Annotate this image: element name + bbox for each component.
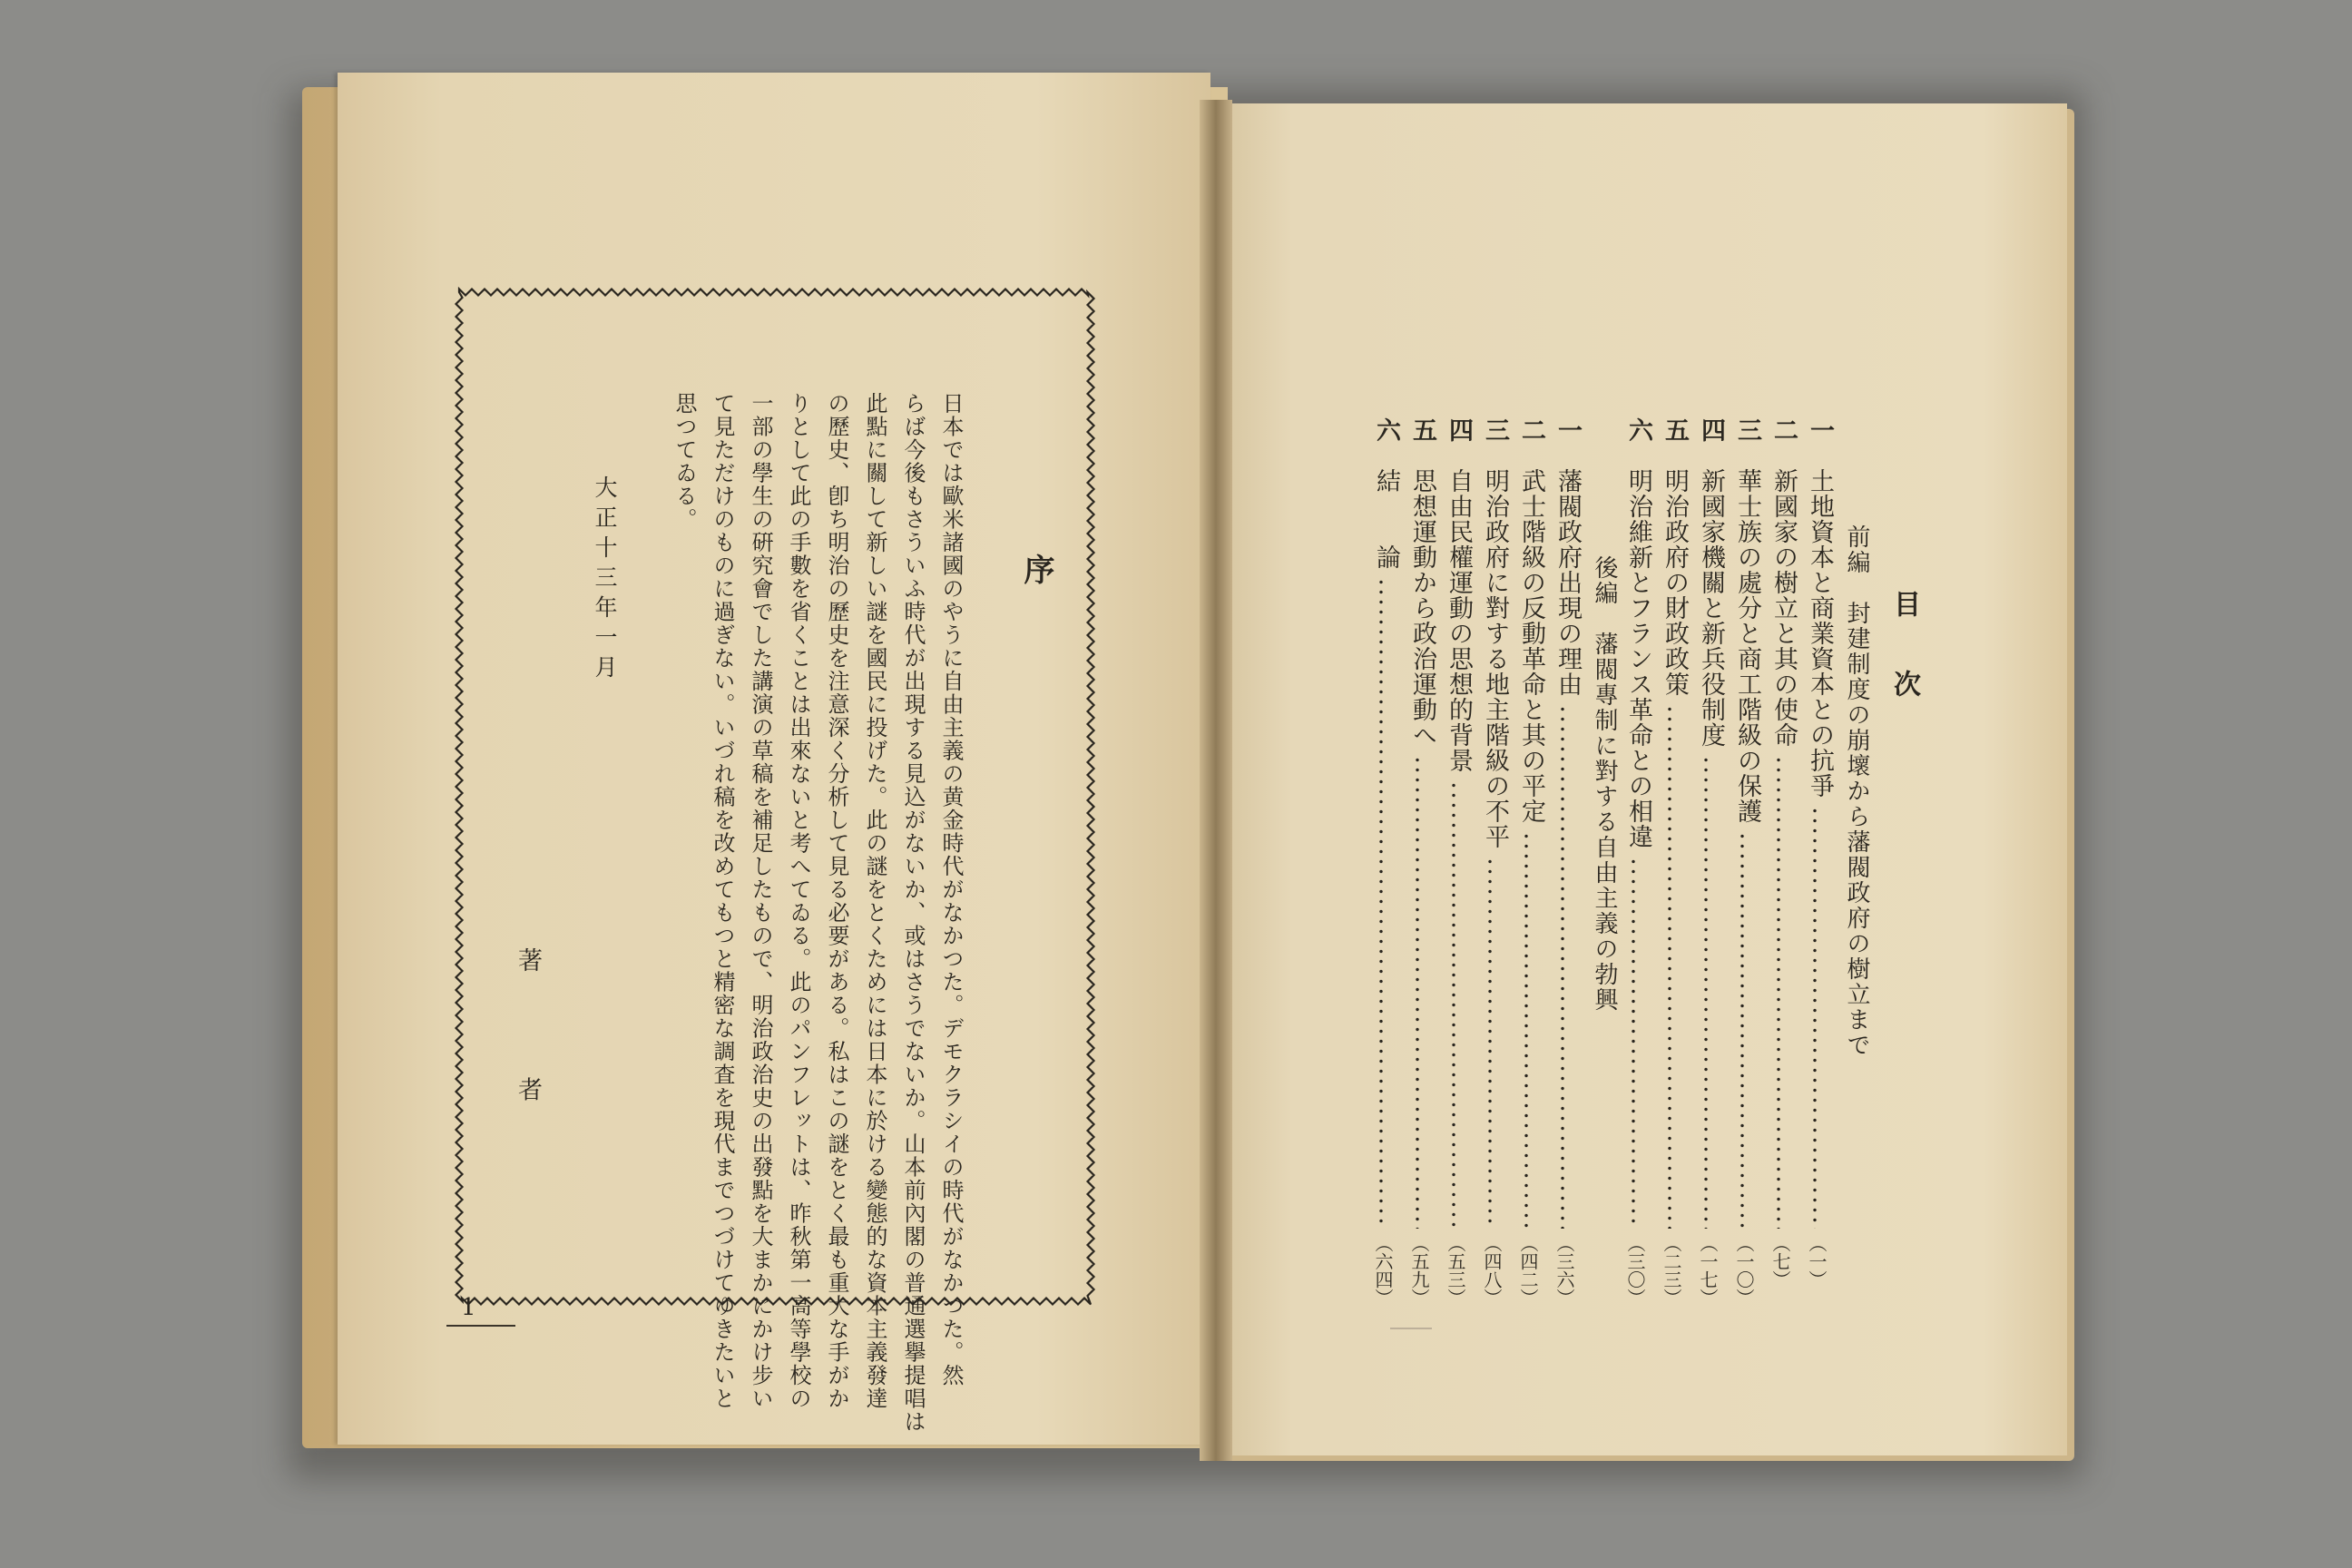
- toc-part2-entry-title-3: 明治政府に對する地主階級の不平: [1481, 468, 1509, 849]
- toc-part2-entry-num-6: 六: [1372, 417, 1400, 442]
- toc-part2-entry-num-5: 五: [1408, 417, 1436, 442]
- toc-part1-entry-num-4: 四: [1697, 417, 1725, 442]
- preface-line-5: りとして此の手數を省くことは出來ないと考へてゐる。此のパンフレットは、昨秋第一高等學校の: [786, 392, 811, 1410]
- toc-part1-entry-title-4: 新國家機關と新兵役制度: [1697, 468, 1725, 748]
- toc-part1-entry-leader-2: [1777, 755, 1780, 1229]
- preface-author: 著 者: [514, 947, 542, 1102]
- right-page-rule: [1390, 1328, 1432, 1329]
- toc-part2-entry-leader-4: [1452, 780, 1455, 1229]
- toc-part2-entry-num-2: 二: [1517, 417, 1545, 442]
- toc-part1-entry-title-2: 新國家の樹立と其の使命: [1769, 468, 1798, 748]
- preface-line-7: て見ただけのものに過ぎない。いづれ稿を改めてもつと精密な調査を現代までつづけてゆきたいと: [710, 392, 735, 1410]
- toc-part2-entry-num-3: 三: [1481, 417, 1509, 442]
- preface-date: 大正十三年一月: [592, 475, 618, 685]
- toc-part2-entry-title-4: 自由民權運動の思想的背景: [1445, 468, 1473, 773]
- toc-part2-entry-page-4: （五三）: [1445, 1234, 1466, 1307]
- toc-part1-entry-title-5: 明治政府の財政政策: [1661, 468, 1689, 697]
- preface-line-2: らば今後もさういふ時代が出現する見込がないか、或はさうでないか。山本前內閣の普通選擧提唱は: [900, 392, 926, 1434]
- toc-part2-entry-leader-2: [1524, 831, 1528, 1229]
- toc-part1-entry-leader-6: [1632, 857, 1635, 1229]
- toc-part2-entry-page-5: （五九）: [1408, 1234, 1430, 1307]
- toc-part1-entry-num-3: 三: [1733, 417, 1761, 442]
- toc-part2-entry-page-6: （六四）: [1372, 1234, 1394, 1307]
- preface-line-3: 此點に關して新しい謎を國民に投げた。此の謎をとくためには日本に於ける變態的な資本主義發達: [862, 392, 887, 1410]
- preface-line-1: 日本では歐米諸國のやうに自由主義の黄金時代がなかつた。デモクラシイの時代がなかつた。然: [938, 392, 964, 1387]
- toc-part1-entry-page-2: （七）: [1769, 1234, 1791, 1289]
- toc-part2-entry-title-2: 武士階級の反動革命と其の平定: [1517, 468, 1545, 824]
- preface-frame: [454, 287, 1096, 1307]
- toc-part2-entry-title-1: 藩閥政府出現の理由: [1553, 468, 1582, 697]
- toc-part2-entry-title-6: 結 論: [1372, 468, 1400, 570]
- toc-part1-entry-title-3: 華士族の處分と商工階級の保護: [1733, 468, 1761, 824]
- toc-part2-entry-page-3: （四八）: [1481, 1234, 1503, 1307]
- page-number: 1: [461, 1294, 476, 1321]
- toc-part2-entry-leader-6: [1379, 577, 1383, 1229]
- toc-part1-entry-title-1: 土地資本と商業資本との抗爭: [1806, 468, 1834, 799]
- preface-title: 序: [1018, 554, 1054, 590]
- toc-part2-entry-title-5: 思想運動から政治運動へ: [1408, 468, 1436, 748]
- preface-line-6: 一部の學生の硏究會でした講演の草稿を補足したもので、明治政治史の出發點を大まかにかけ步い: [748, 392, 773, 1410]
- toc-part-2: 後編 藩閥專制に對する自由主義の勃興: [1591, 555, 1618, 1013]
- toc-part-1: 前編 封建制度の崩壞から藩閥政府の樹立まで: [1843, 524, 1870, 1058]
- toc-part2-entry-num-4: 四: [1445, 417, 1473, 442]
- toc-part1-entry-leader-1: [1813, 806, 1817, 1229]
- toc-part2-entry-leader-5: [1416, 755, 1419, 1229]
- toc-part1-entry-page-6: （三〇）: [1624, 1234, 1646, 1307]
- toc-part1-entry-num-5: 五: [1661, 417, 1689, 442]
- toc-part2-entry-leader-3: [1488, 857, 1492, 1229]
- toc-part1-entry-num-2: 二: [1769, 417, 1798, 442]
- book-gutter: [1200, 100, 1232, 1461]
- toc-part1-entry-page-1: （一）: [1806, 1234, 1828, 1289]
- toc-part1-entry-leader-4: [1704, 755, 1708, 1229]
- page-number-rule: [446, 1325, 515, 1327]
- toc-part2-entry-page-1: （三六）: [1553, 1234, 1575, 1307]
- toc-part2-entry-leader-1: [1561, 704, 1564, 1229]
- toc-part2-entry-num-1: 一: [1553, 417, 1582, 442]
- toc-part1-entry-num-6: 六: [1624, 417, 1652, 442]
- toc-part1-entry-page-3: （一〇）: [1733, 1234, 1755, 1307]
- toc-part1-entry-page-5: （二三）: [1661, 1234, 1682, 1307]
- toc-part1-entry-num-1: 一: [1806, 417, 1834, 442]
- toc-part1-entry-leader-3: [1740, 831, 1744, 1229]
- toc-part1-entry-page-4: （一七）: [1697, 1234, 1719, 1307]
- toc-title: 目次: [1888, 590, 1920, 750]
- toc-part1-entry-leader-5: [1668, 704, 1671, 1229]
- preface-line-4: の歷史、卽ち明治の歷史を注意深く分析して見る必要がある。私はこの謎をとく最も重大な手がか: [824, 392, 849, 1410]
- toc-part1-entry-title-6: 明治維新とフランス革命との相違: [1624, 468, 1652, 849]
- preface-line-8: 思つてゐる。: [671, 392, 697, 531]
- toc-part2-entry-page-2: （四二）: [1517, 1234, 1539, 1307]
